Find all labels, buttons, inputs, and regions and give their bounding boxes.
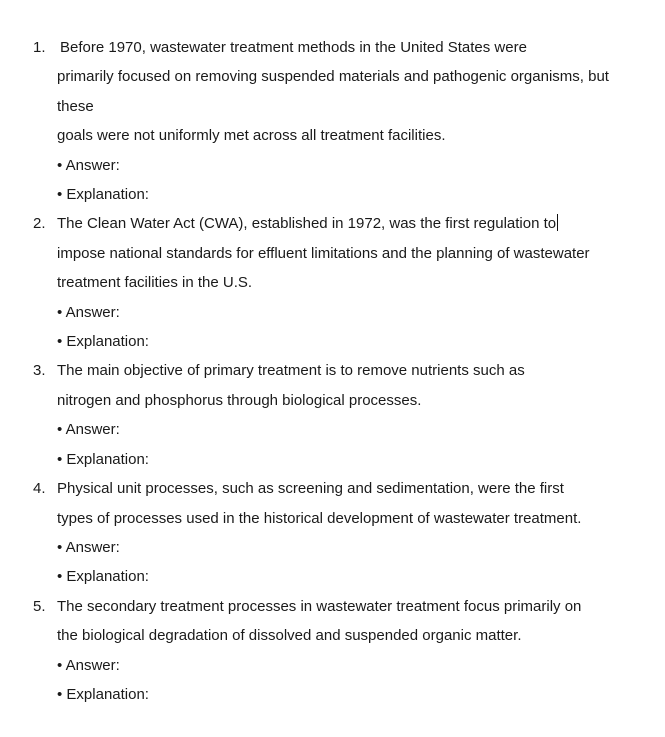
question-text-line bbox=[57, 209, 665, 238]
question-text-line: The main objective of primary treatment is to remove nutrients such as bbox=[57, 362, 525, 380]
question-item-5 bbox=[0, 592, 665, 710]
question-item-1 bbox=[0, 33, 665, 209]
question-number: 4. bbox=[33, 480, 46, 498]
explanation-label: • Explanation: bbox=[57, 333, 149, 351]
question-text-line: treatment facilities in the U.S. bbox=[57, 274, 253, 292]
question-text-line: primarily focused on removing suspended materials and pathogenic organisms, but bbox=[57, 68, 609, 86]
question-number: 3. bbox=[33, 362, 46, 380]
explanation-label: • Explanation: bbox=[57, 450, 149, 468]
question-text-line: types of processes used in the historical development of wastewater treatment. bbox=[57, 509, 582, 527]
explanation-label: • Explanation: bbox=[57, 568, 149, 586]
explanation-label: • Explanation: bbox=[57, 685, 149, 703]
question-text-line: goals were not uniformly met across all treatment facilities. bbox=[57, 127, 446, 145]
question-text-line: the biological degradation of dissolved and suspended organic matter. bbox=[57, 627, 522, 645]
question-text-line: impose national standards for effluent limitations and the planning of wastewater bbox=[57, 244, 590, 262]
question-item-4 bbox=[0, 474, 665, 592]
question-text-line: nitrogen and phosphorus through biological processes. bbox=[57, 391, 422, 409]
question-number: 2. bbox=[33, 215, 46, 233]
answer-label: • Answer: bbox=[57, 656, 120, 674]
answer-label: • Answer: bbox=[57, 421, 120, 439]
answer-label: • Answer: bbox=[57, 303, 120, 321]
question-item-2 bbox=[0, 209, 665, 356]
question-number: 1. bbox=[33, 39, 46, 56]
question-text-line: Physical unit processes, such as screening and sedimentation, were the first bbox=[57, 480, 564, 498]
question-text-line: Before 1970, wastewater treatment methods in the United States were bbox=[60, 39, 527, 56]
document-body[interactable] bbox=[0, 33, 665, 709]
text-cursor bbox=[557, 214, 558, 231]
question-item-3 bbox=[0, 356, 665, 474]
question-text-line: The secondary treatment processes in wastewater treatment focus primarily on bbox=[57, 597, 582, 615]
explanation-label: • Explanation: bbox=[57, 186, 149, 204]
answer-label: • Answer: bbox=[57, 538, 120, 556]
question-number: 5. bbox=[33, 597, 46, 615]
answer-label: • Answer: bbox=[57, 156, 120, 174]
question-text-line: these bbox=[57, 97, 94, 115]
question-text: The Clean Water Act (CWA), established in 1972, was the first regulation to bbox=[57, 215, 557, 233]
